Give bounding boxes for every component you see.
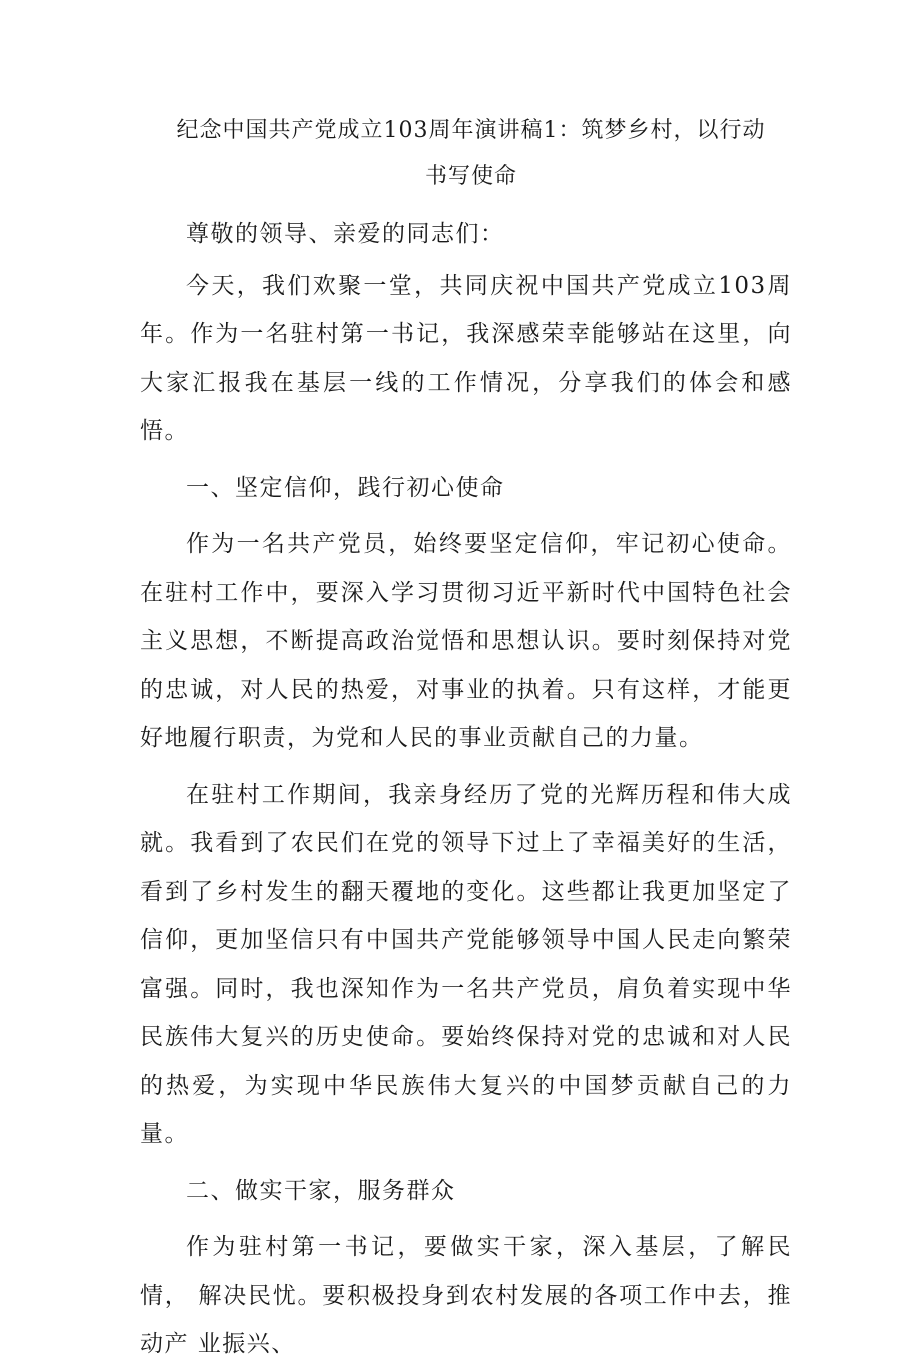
- section-1-paragraph-1: 作为一名共产党员，始终要坚定信仰，牢记初心使命。 在驻村工作中，要深入学习贯彻习近平新时代中国特色社会 主义思想，不断提高政治觉悟和思想认识。要时刻保持对党 的忠诚，对人民的热爱，对事业的执着。只有这样，才能更 好地履行职责，为党和人民的事业贡献自己的力量。: [140, 531, 792, 751]
- section-2-paragraph-1: 作为驻村第一书记，要做实干家，深入基层，了解民情， 解决民忧。要积极投身到农村发展的各项工作中去，推动产 业振兴、: [140, 1234, 792, 1357]
- section-1-heading: 一、坚定信仰，践行初心使命: [186, 474, 505, 501]
- salutation: 尊敬的领导、亲爱的同志们：: [186, 221, 505, 247]
- document-title: [140, 108, 792, 200]
- section-1-paragraph-2: 在驻村工作期间，我亲身经历了党的光辉历程和伟大成 就。我看到了农民们在党的领导下过上了幸福美好的生活， 看到了乡村发生的翻天覆地的变化。这些都让我更加坚定了 信仰，更加坚信只有中国共产党能够领导中国人民走向繁荣 富强。同时，我也深知作为一名共产党员，肩负着实现中华 民族伟大复兴的历史使命。要始终保持对党的忠诚和对人民 的热爱，为实现中华民族伟大复兴的中国梦贡献自己的力量。: [140, 781, 792, 1147]
- section-2-heading: 二、做实干家，服务群众: [186, 1177, 456, 1204]
- title-line-2: 书写使命: [424, 164, 517, 189]
- title-line-1: 纪念中国共产党成立103周年演讲稿1：筑梦乡村，以行动: [176, 118, 766, 143]
- intro-paragraph: 今天，我们欢聚一堂，共同庆祝中国共产党成立103周 年。作为一名驻村第一书记，我深感荣幸能够站在这里，向 大家汇报我在基层一线的工作情况，分享我们的体会和感悟。: [140, 272, 792, 444]
